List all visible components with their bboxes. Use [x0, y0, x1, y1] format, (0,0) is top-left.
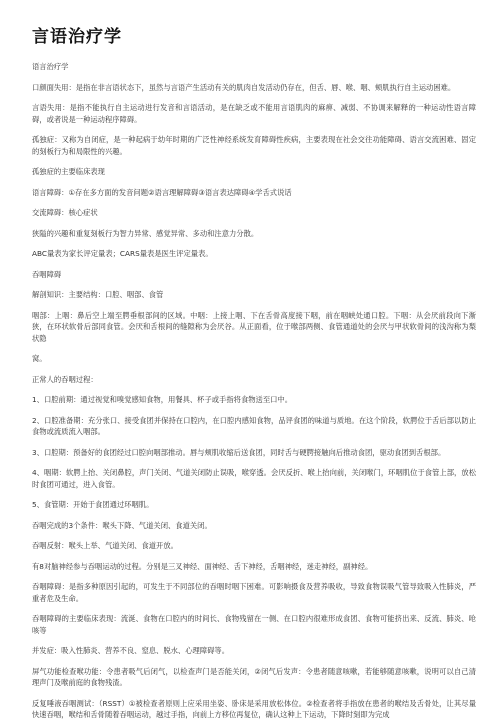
paragraph: 吞咽障碍：是指多种原因引起的，可发生于不同部位的吞咽时咽下困难。可影响摄食及营养吸收，导致食物误吸气管导致吸入性肺炎，严重者危及生命。 — [32, 582, 476, 603]
paragraph: 咽部：上咽：鼻后空上端至腭垂根部间的区域。中咽：上接上咽、下在舌骨高度接下咽，前在咽峡处通口腔。下咽：从会厌前段向下渐狭，在环状软骨后部同食管。会厌和舌根间的缝隙称为会厌谷。从正面看，位于喉部两侧、食管通道处的会厌与甲状软骨间的浅沟称为梨状隐 — [32, 310, 476, 343]
paragraph: 交流障碍：核心症状 — [32, 208, 98, 217]
document-body — [32, 61, 476, 721]
paragraph: 口颜面失用：是指在非言语状态下，虽然与言语产生活动有关的肌肉自发活动仍存在，但舌、唇、喉、咽、颊肌执行自主运动困难。 — [32, 82, 456, 92]
paragraph: 5、食管期：开始于食团通过环咽肌。 — [32, 500, 154, 509]
paragraph: 语言障碍：①存在多方面的发音问题②语言理解障碍③语言表达障碍④学舌式说话 — [32, 187, 292, 197]
paragraph: 1、口腔前期：通过视觉和嗅觉感知食物，用餐具、杯子或手指将食物送至口中。 — [32, 395, 293, 404]
paragraph: 屏气功能检查喉功能：令患者吸气后闭气，以检查声门是否能关闭，②闭气后发声：令患者随意咳嗽，若能够随意咳嗽，说明可以自己清理声门及喉前庭的食物残渣。 — [32, 666, 476, 687]
paragraph: 语言治疗学 — [32, 62, 69, 71]
paragraph: 言语失用：是指不能执行自主运动进行发音和言语活动，是在缺乏或不能用言语肌肉的麻痹、减弱、不协调来解释的一种运动性语言障碍，或者说是一种运动程序障碍。 — [32, 103, 476, 124]
paragraph: 正常人的吞咽过程： — [32, 374, 98, 384]
paragraph: 吞咽反射：喉头上举、气道关闭、食道开放。 — [32, 541, 178, 550]
paragraph: 狭隘的兴趣和重复刻板行为智力异常、感觉异常、多动和注意力分散。 — [32, 228, 259, 238]
paragraph: 吞咽完成的3个条件：喉头下降、气道关闭、食道关闭。 — [32, 520, 212, 530]
paragraph: ABC量表为家长评定量表；CARS量表是医生评定量表。 — [32, 249, 213, 258]
paragraph: 孤独症：又称为自闭症，是一种起病于幼年时期的广泛性神经系统发育障碍性疾病，主要表现在社会交往功能障碍、语言交流困难、固定的刻板行为和局限性的兴趣。 — [32, 135, 476, 156]
paragraph: 3、口腔期：预备好的食团经过口腔向咽部推动。唇与颊肌收缩后送食团，同时舌与硬腭接触向后推动食团，驱动食团到舌根部。 — [32, 447, 446, 457]
paragraph: 2、口腔准备期：充分张口、接受食团并保持在口腔内，在口腔内感知食物，品评食团的味道与质地。在这个阶段，软腭位于舌后部以防止食物或流质流入咽部。 — [32, 415, 476, 436]
paragraph: 反复唾液吞咽测试：（RSST）①被检查者原则上应采用坐姿、卧床是采用放松体位。②检查者将手指放在患者的喉结及舌骨处，让其尽量快速吞咽，喉结和舌骨随着吞咽运动，越过手指，向前上方移位再复位，确认这种上下运动，下降时刻即为完成 — [32, 698, 476, 719]
paragraph: 4、咽期：软腭上抬、关闭鼻腔，声门关闭、气道关闭防止误吸，喉穿透。会厌反折、喉上抬向前，关闭喉门，环咽肌位于食管上部，放松时食团可通过，进入食管。 — [32, 468, 476, 489]
paragraph: 解剖知识：主要结构：口腔、咽部、食管 — [32, 290, 164, 299]
paragraph: 窝。 — [32, 354, 47, 363]
paragraph: 并发症：吸入性肺炎、营养不良、窒息、脱水、心理障碍等。 — [32, 646, 230, 655]
paragraph: 吞咽障碍的主要临床表现：流涎、食物在口腔内的时间长、食物残留在一侧、在口腔内很难形成食团、食物可能挤出来、反流、肺炎、呛咳等 — [32, 614, 476, 635]
paragraph: 有8对脑神经参与吞咽运动的过程。分别是三叉神经、面神经、舌下神经，舌咽神经，迷走神经，副神经。 — [32, 561, 373, 571]
paragraph: 吞咽障碍 — [32, 269, 62, 279]
page-title: 言语治疗学 — [32, 27, 122, 47]
paragraph: 孤独症的主要临床表现 — [32, 167, 105, 176]
